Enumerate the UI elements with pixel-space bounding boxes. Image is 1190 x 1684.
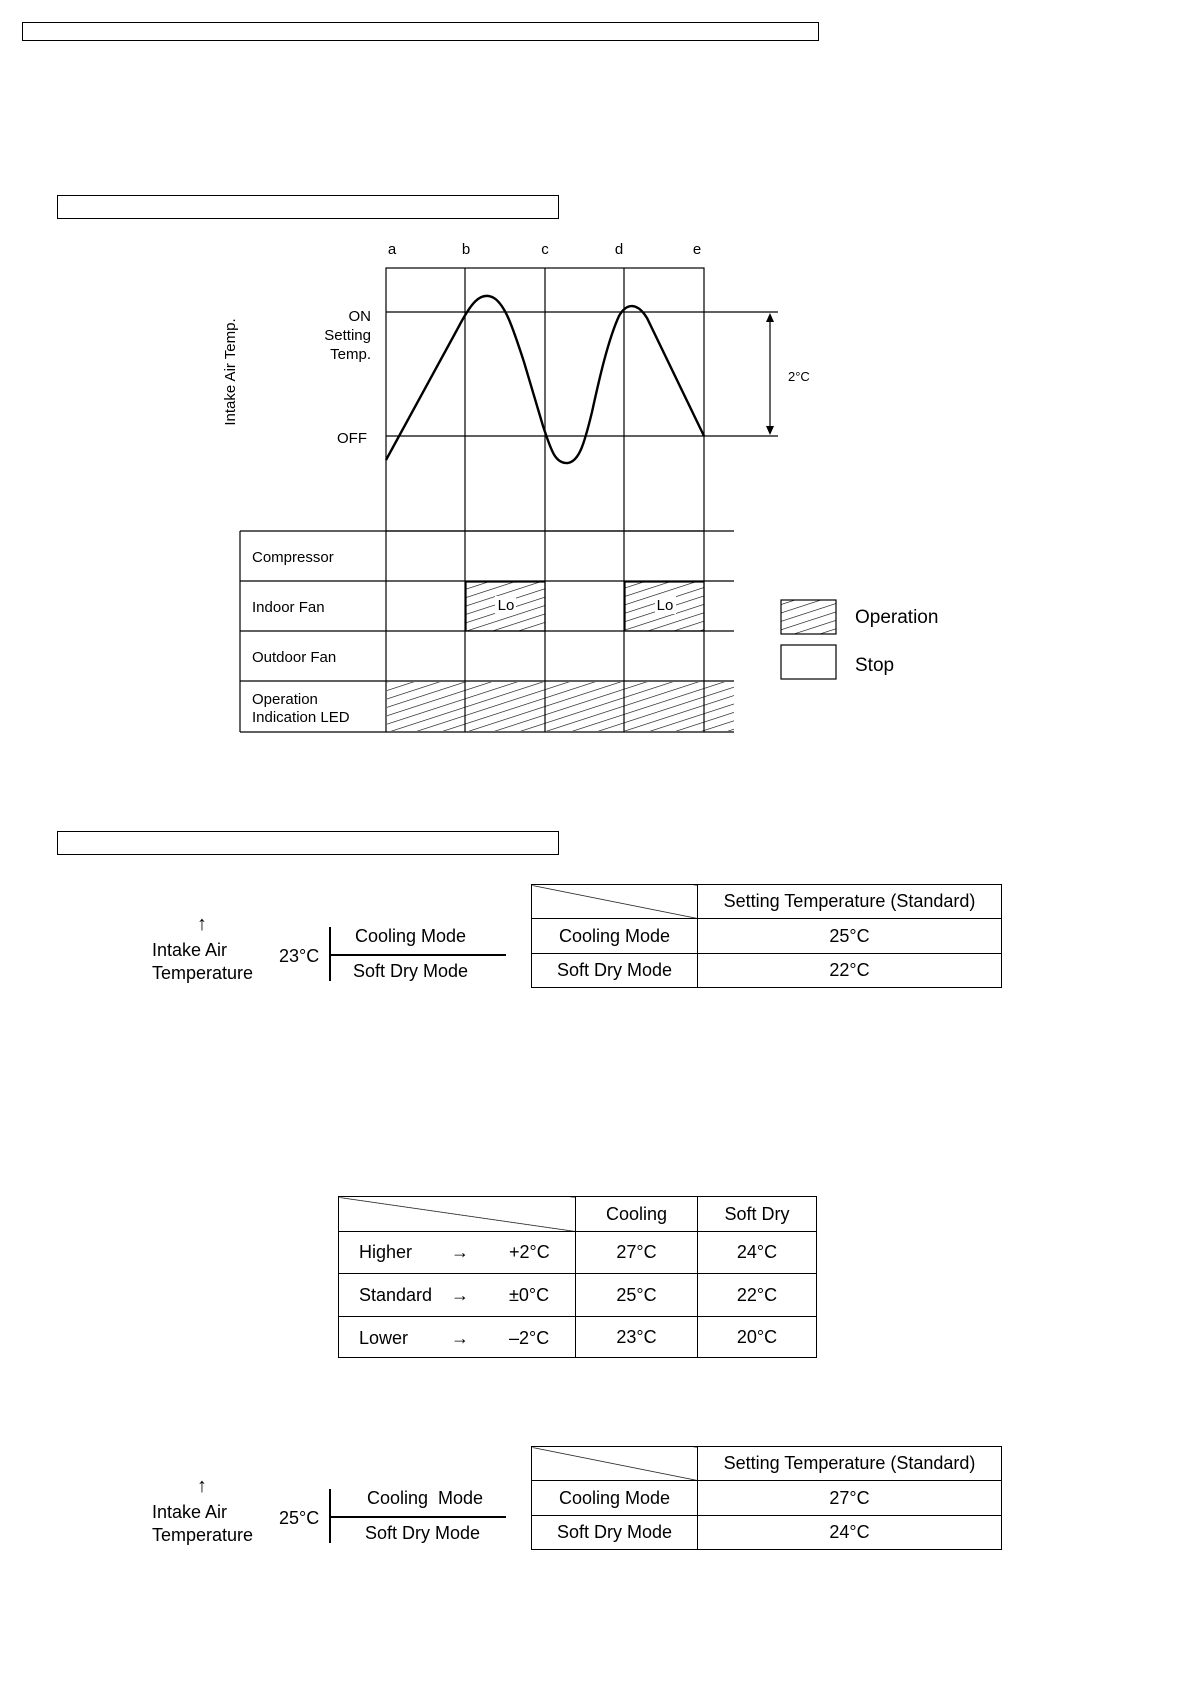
arrow-right-icon: →: [451, 1242, 469, 1262]
time-label-d: d: [614, 241, 624, 258]
table-row-mode: Soft Dry Mode: [532, 954, 698, 988]
row-label-led-1: Operation: [252, 691, 318, 708]
row-label: Lower: [359, 1328, 409, 1348]
arrow-right-icon: →: [451, 1285, 469, 1305]
intake-label-2: Temperature: [152, 963, 254, 983]
cooling-value: 25°C: [576, 1274, 698, 1317]
time-label-a: a: [387, 241, 397, 258]
timing-diagram: [0, 0, 1190, 760]
legend-stop-swatch: [781, 645, 836, 679]
y-axis-label: Intake Air Temp.: [222, 318, 239, 426]
setting-label-1: Setting: [324, 327, 371, 344]
threshold-temp: 23°C: [279, 946, 320, 966]
fan-speed-label-2: Lo: [656, 597, 674, 614]
table-row-label: [339, 1274, 576, 1317]
legend-operation-swatch: [781, 600, 836, 634]
threshold-line: [330, 954, 506, 956]
fan-speed-label-1: Lo: [497, 597, 515, 614]
table-row-temp: 22°C: [698, 954, 1002, 988]
table-row-mode: Cooling Mode: [532, 1481, 698, 1516]
off-label: OFF: [337, 430, 367, 447]
cooling-value: 23°C: [576, 1317, 698, 1358]
delta-label: 2°C: [788, 369, 810, 384]
table-corner: [532, 1447, 698, 1481]
adjust-table: [338, 1196, 817, 1358]
row-offset: ±0°C: [509, 1285, 550, 1305]
table-header: Setting Temperature (Standard): [698, 885, 1002, 919]
header-cooling: Cooling: [576, 1197, 698, 1232]
table-row-mode: Cooling Mode: [532, 919, 698, 954]
legend-operation-label: Operation: [855, 607, 939, 628]
row-label-indoor-fan: Indoor Fan: [252, 599, 325, 616]
softdry-value: 24°C: [698, 1232, 817, 1274]
legend-stop-label: Stop: [855, 655, 895, 676]
led-operation: [387, 682, 734, 731]
arrow-up-icon: ↑: [197, 913, 207, 935]
softdry-value: 22°C: [698, 1274, 817, 1317]
table-row-label: [339, 1232, 576, 1274]
row-label: Standard: [359, 1285, 433, 1305]
time-label-c: c: [541, 241, 549, 258]
lower-mode-label: Soft Dry Mode: [365, 1523, 481, 1543]
table-row-label: [339, 1317, 576, 1358]
time-label-b: b: [461, 241, 471, 258]
row-label-compressor: Compressor: [252, 549, 334, 566]
on-label: ON: [348, 308, 371, 325]
lower-mode-label: Soft Dry Mode: [353, 961, 469, 981]
table-header: Setting Temperature (Standard): [698, 1447, 1002, 1481]
arrow-up-icon: ↑: [197, 1475, 207, 1497]
setting-temp-table-2: [531, 1446, 1002, 1550]
table-corner: [339, 1197, 576, 1232]
threshold-temp: 25°C: [279, 1508, 320, 1528]
row-label-led-2: Indication LED: [252, 709, 350, 726]
upper-mode-label: Cooling Mode: [355, 926, 467, 946]
row-offset: –2°C: [509, 1328, 550, 1348]
table-row-temp: 25°C: [698, 919, 1002, 954]
time-label-e: e: [692, 241, 702, 258]
upper-mode-label: Cooling Mode: [367, 1488, 484, 1508]
intake-label-2: Temperature: [152, 1525, 254, 1545]
cooling-value: 27°C: [576, 1232, 698, 1274]
table-corner: [532, 885, 698, 919]
header-soft-dry: Soft Dry: [698, 1197, 817, 1232]
row-label-outdoor-fan: Outdoor Fan: [252, 649, 337, 666]
setting-temp-table-1: [531, 884, 1002, 988]
section-title-box-2: [57, 831, 559, 855]
softdry-value: 20°C: [698, 1317, 817, 1358]
row-offset: +2°C: [509, 1242, 550, 1262]
threshold-line: [330, 1516, 506, 1518]
intake-label-1: Intake Air: [152, 1502, 228, 1522]
table-row-temp: 24°C: [698, 1516, 1002, 1550]
table-row-temp: 27°C: [698, 1481, 1002, 1516]
row-label: Higher: [359, 1242, 413, 1262]
arrow-right-icon: →: [451, 1328, 469, 1348]
table-row-mode: Soft Dry Mode: [532, 1516, 698, 1550]
setting-label-2: Temp.: [330, 346, 371, 363]
intake-label-1: Intake Air: [152, 940, 228, 960]
